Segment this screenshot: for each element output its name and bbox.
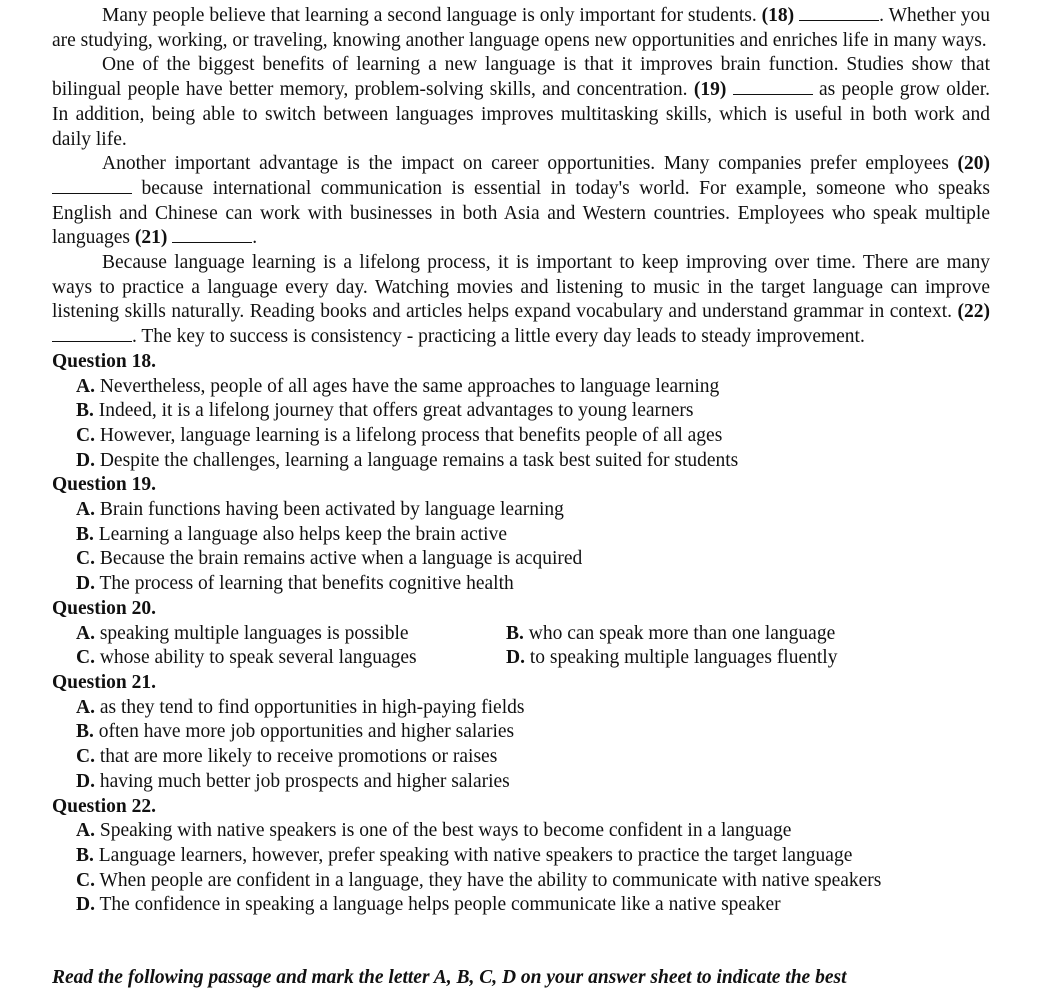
answer-option-b[interactable] (52, 399, 990, 424)
option-letter: A. (76, 820, 95, 842)
gap-number-19: (19) (693, 79, 727, 101)
gap-number-18: (18) (761, 5, 795, 26)
option-text: Indeed, it is a lifelong journey that offers great advantages to young learners (98, 400, 694, 422)
answer-blank-18 (799, 4, 879, 21)
answer-option-d[interactable] (52, 893, 990, 918)
question-block-22 (52, 795, 990, 919)
p1-text-b: . (879, 5, 885, 26)
option-text: However, language learning is a lifelong process that benefits people of all ages (99, 424, 723, 446)
option-text: having much better job prospects and higher salaries (99, 770, 510, 792)
option-text: often have more job opportunities and higher salaries (98, 721, 515, 743)
exam-document (52, 4, 990, 918)
gap-number-20: (20) (957, 153, 990, 175)
option-letter: B. (76, 523, 94, 545)
option-row (52, 622, 990, 647)
p3-text-c: . (252, 227, 258, 249)
question-title: Question 22. (52, 795, 157, 817)
option-letter: C. (76, 869, 95, 891)
gap-number-21: (21) (134, 227, 168, 249)
option-letter: A. (76, 499, 95, 521)
option-letter: D. (76, 449, 95, 471)
option-letter: C. (76, 746, 95, 768)
answer-option-c[interactable] (52, 547, 990, 572)
answer-option-d[interactable] (52, 572, 990, 597)
question-block-18 (52, 350, 990, 474)
option-row (52, 646, 990, 671)
option-text: Nevertheless, people of all ages have the same approaches to language learning (99, 375, 720, 397)
option-text: as they tend to find opportunities in high-paying fields (99, 696, 525, 718)
answer-option-b[interactable] (52, 844, 990, 869)
option-text: that are more likely to receive promotions or raises (99, 746, 498, 768)
option-text: When people are confident in a language, they have the ability to communicate with native speakers (99, 869, 882, 891)
answer-option-a[interactable] (52, 498, 990, 523)
option-letter: C. (76, 548, 95, 570)
answer-blank-21 (172, 226, 252, 243)
option-text: speaking multiple languages is possible (99, 622, 409, 644)
option-text: Brain functions having been activated by language learning (99, 499, 564, 521)
answer-option-b[interactable] (506, 622, 835, 647)
answer-option-a[interactable] (76, 622, 506, 647)
option-text: Despite the challenges, learning a language remains a task best suited for students (99, 449, 739, 471)
option-text: The process of learning that benefits cognitive health (99, 573, 514, 595)
p2-text-a: One of the biggest benefits of learning a new language is that it improves brain function. Studies show that bilingual people have better memory, problem-solving skills, and concentration. (52, 54, 990, 101)
option-text: to speaking multiple languages fluently (529, 647, 838, 669)
option-text: Learning a language also helps keep the brain active (98, 523, 508, 545)
option-letter: B. (506, 622, 524, 644)
option-letter: A. (76, 375, 95, 397)
option-letter: C. (76, 647, 95, 669)
next-section-instruction: Read the following passage and mark the letter A, B, C, D on your answer sheet to indicate the best (52, 967, 847, 988)
p2-text-b: as people grow older. In addition, being able to switch between languages improves multitasking skills, which is useful in both work and daily life. (52, 79, 991, 150)
option-text: whose ability to speak several languages (99, 647, 417, 669)
answer-blank-19 (733, 78, 813, 95)
question-title: Question 19. (52, 474, 157, 496)
question-title: Question 20. (52, 597, 157, 619)
option-letter: C. (76, 424, 95, 446)
answer-option-c[interactable] (76, 646, 506, 671)
answer-option-a[interactable] (52, 375, 990, 400)
answer-option-b[interactable] (52, 523, 990, 548)
option-letter: D. (76, 770, 95, 792)
passage-paragraph-2 (52, 53, 990, 152)
gap-number-22: (22) (957, 301, 990, 323)
option-letter: D. (506, 647, 525, 669)
answer-option-d[interactable] (52, 770, 990, 795)
answer-option-b[interactable] (52, 720, 990, 745)
option-letter: B. (76, 844, 94, 866)
option-text: who can speak more than one language (528, 622, 836, 644)
option-letter: D. (76, 573, 95, 595)
option-text: The confidence in speaking a language helps people communicate like a native speaker (99, 894, 781, 916)
option-letter: D. (76, 894, 95, 916)
answer-blank-22 (52, 325, 132, 342)
question-block-20 (52, 597, 990, 671)
option-letter: A. (76, 696, 95, 718)
p1-text-c: Whether you are studying, working, or traveling, knowing another language opens new opportunities and enriches life in many ways. (52, 5, 990, 51)
answer-option-c[interactable] (52, 745, 990, 770)
passage-paragraph-3 (52, 152, 990, 251)
answer-blank-20 (52, 177, 132, 194)
p4-text-a: Because language learning is a lifelong process, it is important to keep improving over time. There are many ways to practice a language every day. Watching movies and listening to music in the target language can improve listening skills naturally. Reading books and articles helps expand vocabulary and understand grammar in context. (52, 252, 990, 323)
option-letter: B. (76, 721, 94, 743)
p3-text-a: Another important advantage is the impact on career opportunities. Many companies prefer employees (102, 153, 949, 175)
passage-paragraph-4 (52, 251, 990, 350)
passage-paragraph-1 (52, 4, 990, 53)
answer-option-d[interactable] (52, 449, 990, 474)
option-text: Speaking with native speakers is one of the best ways to become confident in a language (99, 820, 792, 842)
option-text: Because the brain remains active when a language is acquired (99, 548, 583, 570)
question-block-21 (52, 671, 990, 795)
option-text: Language learners, however, prefer speaking with native speakers to practice the target language (98, 844, 853, 866)
answer-option-c[interactable] (52, 869, 990, 894)
question-title: Question 21. (52, 671, 157, 693)
p4-text-b: . The key to success is consistency - practicing a little every day leads to steady improvement. (132, 326, 865, 348)
answer-option-a[interactable] (52, 819, 990, 844)
p1-text-a: Many people believe that learning a second language is only important for students. (102, 5, 757, 26)
option-letter: A. (76, 622, 95, 644)
p3-text-b: because international communication is essential in today's world. For example, someone who speaks English and Chinese can work with businesses in both Asia and Western countries. Employees who speak multiple languages (52, 177, 991, 249)
option-letter: B. (76, 400, 94, 422)
answer-option-d[interactable] (506, 646, 837, 671)
question-title: Question 18. (52, 350, 157, 372)
answer-option-a[interactable] (52, 696, 990, 721)
answer-option-c[interactable] (52, 424, 990, 449)
question-block-19 (52, 473, 990, 597)
